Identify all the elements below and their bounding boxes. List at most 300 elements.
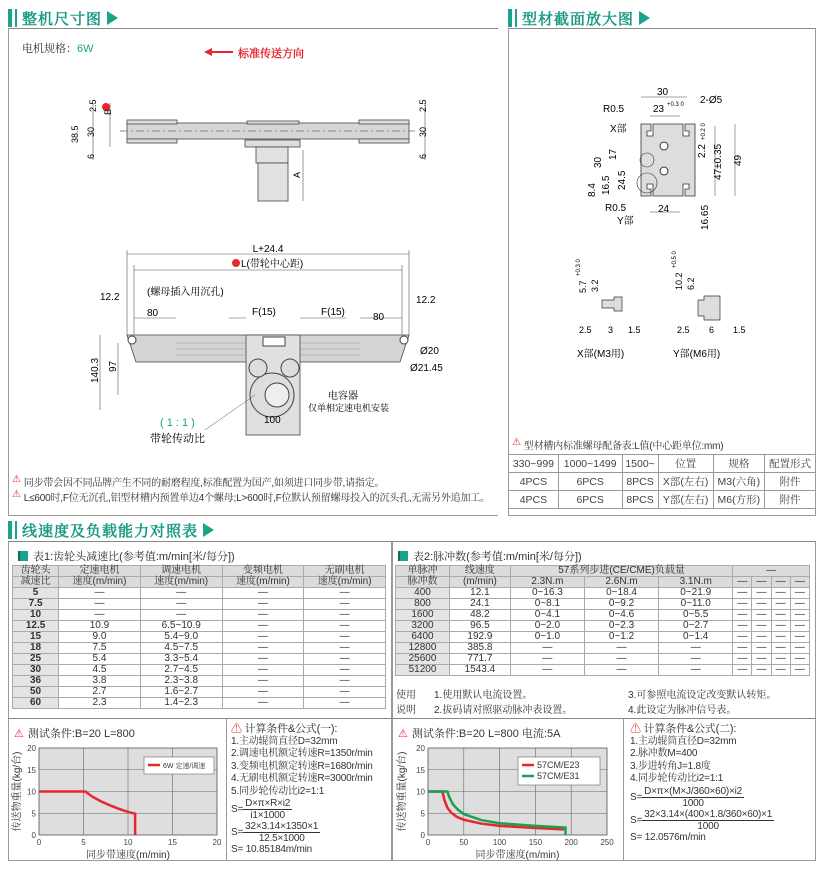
profile-drawing [505, 0, 820, 430]
usage-item: 2.拔码请对照驱动脉冲表设置。 [434, 705, 573, 716]
dim-text: 140.3 [90, 357, 101, 383]
dim-text: 2.5 [418, 99, 428, 112]
section-header-speed [8, 520, 214, 540]
table-row [13, 687, 386, 698]
cell: — [790, 610, 809, 621]
table1-title [18, 548, 235, 564]
cell: 6.5~10.9 [140, 621, 222, 632]
cell: 9.0 [59, 632, 141, 643]
chart-title: 测试条件:B=20 L=800 电流:5A [411, 728, 561, 740]
dim-text: 12.2 [100, 292, 120, 303]
dim-text: (螺母插入用沉孔) [147, 287, 224, 298]
dim-text: F(15) [252, 307, 276, 318]
y-tick-label: 10 [416, 787, 425, 797]
y-tick-label: 10 [27, 787, 36, 797]
motor-label: 电机规格： [22, 43, 77, 55]
cell: 57系列步进(CE/CME)负载量 [510, 566, 732, 577]
cell: 速度(m/min) [140, 577, 222, 588]
cell: 2.3 [59, 698, 141, 709]
dim-text: 2.2 [697, 144, 708, 158]
cell: 400 [396, 588, 450, 599]
table-row [13, 621, 386, 632]
warning-icon: ⚠ [398, 727, 408, 740]
dim-text: Ø21.45 [410, 363, 443, 374]
y-axis-label: 传送物重量(kg/台) [12, 751, 23, 832]
cell: — [771, 665, 790, 676]
table-row [13, 610, 386, 621]
book-icon [398, 551, 408, 561]
cell: — [790, 621, 809, 632]
cell: — [733, 566, 810, 577]
table-row [396, 621, 810, 632]
cell: 0~16.3 [510, 588, 584, 599]
dim-text: A [292, 171, 302, 178]
formula-line: 3.变频电机额定转速R=1680r/min [231, 760, 373, 772]
numerator: 32×3.14×(400×1.8/360×60)×1 [644, 808, 773, 820]
formula2 [630, 723, 814, 844]
cell: 48.2 [450, 610, 511, 621]
chart-title: 测试条件:B=20 L=800 [27, 728, 135, 740]
dim-text: 1.5 [733, 325, 746, 335]
cell: — [222, 687, 304, 698]
cell: 36 [13, 676, 59, 687]
cell: 3200 [396, 621, 450, 632]
cell: 位置 [658, 455, 713, 473]
cell: 0~2.7 [659, 621, 733, 632]
chart2 [393, 740, 623, 860]
table-row [509, 473, 816, 491]
dim-text: 3 [608, 325, 614, 335]
cell: — [222, 676, 304, 687]
cell: 330~999 [509, 455, 559, 473]
numerator: D×π×R×i2 [245, 798, 291, 809]
cell: 线速度 [450, 566, 511, 577]
cell: 6PCS [558, 491, 622, 509]
cell: 规格 [713, 455, 765, 473]
cell: — [304, 610, 386, 621]
table-row [13, 599, 386, 610]
y-detail-label: Y部(M6用) [673, 349, 721, 360]
cell: 10.9 [59, 621, 141, 632]
note-text: 同步带会因不同品牌产生不同的耐磨程度,标准配置为国产,如须进口同步带,请指定。 [23, 478, 385, 489]
cell: 4.5~7.5 [140, 643, 222, 654]
cell: — [222, 643, 304, 654]
x-tick-label: 10 [123, 838, 133, 847]
cell: 8PCS [622, 491, 658, 509]
section-title: 型材截面放大图 [522, 10, 635, 28]
cell: 1543.4 [450, 665, 511, 676]
table-row [396, 665, 810, 676]
cell: 12800 [396, 643, 450, 654]
cell: 3.8 [59, 676, 141, 687]
dim-text: Y部 [617, 216, 634, 227]
cell: — [771, 654, 790, 665]
y-tick-label: 20 [416, 744, 425, 753]
dim-text: 30 [593, 156, 604, 168]
table-row [396, 610, 810, 621]
dim-text: +0.2 0 [701, 123, 707, 140]
cell: — [752, 665, 771, 676]
cell: 771.7 [450, 654, 511, 665]
cell: — [222, 654, 304, 665]
cell: M3(六角) [713, 473, 765, 491]
cell: — [59, 588, 141, 599]
dim-text: 6 [86, 153, 96, 159]
table-row [396, 632, 810, 643]
table-header-row [396, 566, 810, 577]
table1 [12, 565, 386, 709]
dim-text: 24.5 [617, 170, 628, 190]
cell: — [771, 599, 790, 610]
cell: — [752, 621, 771, 632]
cell: 0~9.2 [584, 599, 658, 610]
cell: 0~1.0 [510, 632, 584, 643]
dim-text: R0.5 [605, 203, 627, 214]
formula1 [231, 723, 391, 857]
cell: 1600 [396, 610, 450, 621]
section-title: 线速度及负载能力对照表 [22, 522, 199, 540]
cell: — [222, 665, 304, 676]
dim-text: 100 [264, 415, 281, 426]
table-row [396, 643, 810, 654]
cell: 0~1.2 [584, 632, 658, 643]
x-tick-label: 150 [528, 838, 543, 847]
cell: — [733, 643, 752, 654]
table-row [396, 599, 810, 610]
cell: 无刷电机 [304, 566, 386, 577]
cell: 5.4 [59, 654, 141, 665]
dim-text: 2.5 [579, 325, 592, 335]
cell: — [790, 665, 809, 676]
cell: 5.4~9.0 [140, 632, 222, 643]
dim-text: 97 [108, 360, 119, 372]
dim-text: 30 [86, 126, 96, 137]
cell: 0~18.4 [584, 588, 658, 599]
cell: 12.5 [13, 621, 59, 632]
cell: 96.5 [450, 621, 511, 632]
direction-arrow-icon [204, 48, 233, 56]
cell: 定速电机 [59, 566, 141, 577]
dim-text: 16.65 [700, 204, 711, 230]
marker-3-icon [232, 259, 240, 267]
capacitor-label: 电容器 [328, 391, 358, 402]
cell: 附件 [765, 491, 816, 509]
x-tick-label: 15 [168, 838, 177, 847]
dim-text: 6 [709, 325, 715, 335]
formula-line: 4.无刷电机额定转速R=3000r/min [231, 773, 373, 784]
cell: 1.6~2.7 [140, 687, 222, 698]
x-tick-label: 5 [81, 838, 86, 847]
cell: 1000~1499 [558, 455, 622, 473]
cell: — [733, 599, 752, 610]
cell: 调速电机 [140, 566, 222, 577]
cell: 800 [396, 599, 450, 610]
chart1 [8, 740, 226, 860]
denominator: 1000 [697, 820, 719, 832]
note-text: L≤600时,F位无沉孔,铝型材槽内预置单边4个螺母;L>600时,F位默认预留螺母投入的沉头孔,无需另外追加工。 [23, 493, 490, 504]
cell: (m/min) [450, 577, 511, 588]
book-icon [18, 551, 28, 561]
legend-label: 57CM/E31 [537, 771, 580, 781]
x-tick-label: 200 [564, 838, 578, 847]
cell: 50 [13, 687, 59, 698]
x-axis-label: 同步带速度(m/min) [86, 850, 170, 860]
legend-label: 57CM/E23 [537, 760, 580, 770]
cell: Y部(左右) [658, 491, 713, 509]
cell: — [304, 654, 386, 665]
dim-text: 5.7 [578, 280, 588, 293]
cell: — [510, 643, 584, 654]
table-row [13, 665, 386, 676]
y-tick-label: 15 [416, 765, 425, 775]
y-tick-label: 0 [31, 831, 36, 840]
cell: 3.1N.m [659, 577, 733, 588]
cell: — [222, 698, 304, 709]
table-row [13, 698, 386, 709]
x-tick-label: 0 [36, 838, 42, 847]
motor-value: 6W [77, 43, 94, 55]
cell: 24.1 [450, 599, 511, 610]
usage-item: 4.此设定为脉冲信号表。 [628, 705, 737, 716]
cell: — [790, 643, 809, 654]
cell: — [59, 599, 141, 610]
cell: — [771, 621, 790, 632]
warning-icon: ⚠ [630, 723, 641, 735]
dim-text: 47±0.35 [713, 143, 724, 180]
cell: — [733, 665, 752, 676]
table-row [13, 588, 386, 599]
y-tick-label: 20 [27, 744, 36, 753]
cell: — [510, 654, 584, 665]
cell: — [733, 621, 752, 632]
arrow-icon [203, 523, 214, 537]
cell: 速度(m/min) [222, 577, 304, 588]
formula-result: S= 10.85184m/min [231, 844, 313, 855]
cell: 12.1 [450, 588, 511, 599]
x-tick-label: 50 [459, 838, 469, 847]
cell: 变频电机 [222, 566, 304, 577]
cell: — [733, 654, 752, 665]
cell: — [752, 643, 771, 654]
table-row [13, 643, 386, 654]
y-tick-label: 5 [420, 809, 425, 819]
cell: 0~2.0 [510, 621, 584, 632]
warning-icon: ⚠ [14, 727, 24, 740]
numerator: D×π×(M×J/360×60)×i2 [644, 785, 743, 797]
cell: 4PCS [509, 491, 559, 509]
cell: — [659, 654, 733, 665]
dim-text: B [103, 108, 113, 115]
cell: — [752, 577, 771, 588]
formula-line: 1.主动辊筒直径D=32mm [231, 735, 338, 747]
cell: — [584, 654, 658, 665]
formula-line: 3.步进转角J=1.8度 [630, 760, 711, 772]
y-tick-label: 0 [420, 831, 425, 840]
cell: 单脉冲 [396, 566, 450, 577]
overall-drawing [0, 0, 500, 470]
cell: — [790, 588, 809, 599]
cell: 2.6N.m [584, 577, 658, 588]
cell: 减速比 [13, 577, 59, 588]
dim-text: 38.5 [70, 125, 80, 143]
direction-label: 标准传送方向 [238, 48, 304, 60]
cell: 6PCS [558, 473, 622, 491]
chart2-title [398, 725, 560, 741]
x-axis-label: 同步带速度(m/min) [475, 850, 560, 860]
dim-text: 30 [657, 87, 669, 98]
cell: — [304, 698, 386, 709]
cell: 齿轮头 [13, 566, 59, 577]
dim-text: 16.5 [601, 175, 612, 195]
cell: 18 [13, 643, 59, 654]
nut-table [508, 454, 816, 509]
cell: — [304, 643, 386, 654]
cell: — [733, 610, 752, 621]
cell: 脉冲数 [396, 577, 450, 588]
warning-icon: ⚠ [12, 474, 21, 485]
cell: 15 [13, 632, 59, 643]
dim-text: 24 [658, 204, 670, 215]
cell: — [140, 599, 222, 610]
cell: 2.7~4.5 [140, 665, 222, 676]
table1-title-text: 表1:齿轮头减速比(参考值:m/min[米/每分]) [33, 551, 235, 563]
table-header-row [13, 566, 386, 577]
table-row [13, 676, 386, 687]
table2 [395, 565, 810, 676]
dim-text: 6 [418, 153, 428, 159]
cell: — [752, 599, 771, 610]
dim-text: 8.4 [587, 183, 598, 197]
usage-label: 使用 [396, 690, 416, 701]
cell: 8PCS [622, 473, 658, 491]
cell: — [222, 610, 304, 621]
formula-s: S= [231, 827, 244, 839]
cell: 4.5 [59, 665, 141, 676]
table-row [396, 654, 810, 665]
formula-title: 计算条件&公式(二): [643, 723, 737, 735]
cell: 0~11.0 [659, 599, 733, 610]
usage-label: 说明 [396, 705, 416, 716]
cell: 0~4.1 [510, 610, 584, 621]
table-row [396, 588, 810, 599]
cell: 10 [13, 610, 59, 621]
cell: — [790, 599, 809, 610]
table-header-row [509, 455, 816, 473]
cell: 3.3~5.4 [140, 654, 222, 665]
cell: 1.4~2.3 [140, 698, 222, 709]
cell: — [771, 643, 790, 654]
legend-label: 6W 定速/调速 [163, 763, 206, 770]
x-tick-label: 0 [425, 838, 431, 847]
denominator: 12.5×1000 [258, 833, 305, 844]
warning-icon: ⚠ [512, 437, 521, 448]
cell: 25600 [396, 654, 450, 665]
dim-text: Ø20 [420, 346, 439, 357]
denominator: 1000 [682, 797, 704, 809]
dim-text: 3.2 [590, 279, 600, 292]
numerator: 32×3.14×1350×1 [245, 821, 319, 832]
table-row [13, 632, 386, 643]
formula-line: 5.同步轮传动比i2=1:1 [231, 785, 325, 797]
table2-title [398, 548, 582, 564]
cell: — [304, 599, 386, 610]
cell: — [510, 665, 584, 676]
cell: — [733, 577, 752, 588]
formula-title: 计算条件&公式(一): [244, 723, 338, 735]
cell: 2.3~3.8 [140, 676, 222, 687]
cell: — [304, 665, 386, 676]
y-tick-label: 5 [31, 809, 36, 819]
cell: — [222, 588, 304, 599]
y-axis-label: 传送物重量(kg/台) [397, 751, 408, 832]
cell: — [584, 665, 658, 676]
cell: 2.3N.m [510, 577, 584, 588]
cell: — [222, 599, 304, 610]
cell: — [771, 632, 790, 643]
formula-line: 2.脉冲数M=400 [630, 748, 698, 759]
formula-s: S= [630, 791, 643, 803]
cell: X部(左右) [658, 473, 713, 491]
usage-item: 3.可参照电流设定改变默认转矩。 [628, 690, 777, 701]
warning-icon: ⚠ [12, 489, 21, 500]
cell: 0~4.6 [584, 610, 658, 621]
table-header-row [396, 577, 810, 588]
dim-text: X部 [610, 124, 627, 135]
dim-text: 6.2 [686, 277, 696, 290]
dim-text: 10.2 [674, 272, 684, 290]
cell: — [771, 588, 790, 599]
cell: — [140, 610, 222, 621]
formula-line: 2.调速电机额定转速R=1350r/min [231, 748, 373, 759]
dim-text: +0.3 0 [576, 259, 582, 276]
cell: — [304, 588, 386, 599]
dim-text: 12.2 [416, 295, 436, 306]
chart1-title [14, 725, 135, 741]
cell: 6400 [396, 632, 450, 643]
cell: 60 [13, 698, 59, 709]
cell: — [304, 676, 386, 687]
table-row [509, 491, 816, 509]
dim-text: 80 [147, 308, 159, 319]
cell: — [222, 621, 304, 632]
dim-text: 17 [608, 148, 619, 160]
dim-text: L+24.4 [252, 244, 284, 255]
cell: — [659, 643, 733, 654]
cell: 385.8 [450, 643, 511, 654]
dim-text: +0.5 0 [672, 251, 678, 268]
cell: — [304, 632, 386, 643]
nut-table-title-text: 型材槽内标准螺母配备表:L值(中心距单位:mm) [523, 441, 724, 452]
usage-item: 1.使用默认电流设置。 [434, 690, 533, 701]
cell: — [752, 588, 771, 599]
cell: — [140, 588, 222, 599]
cell: 1500~ [622, 455, 658, 473]
x-detail-label: X部(M3用) [577, 349, 625, 360]
formula-line: 1.主动辊筒直径D=32mm [630, 735, 737, 747]
cell: 30 [13, 665, 59, 676]
ratio-value: ( 1 : 1 ) [160, 417, 195, 429]
y-tick-label: 15 [27, 765, 36, 775]
dim-text: 23 [653, 104, 665, 115]
cell: — [733, 588, 752, 599]
cell: 51200 [396, 665, 450, 676]
nut-table-title [512, 437, 723, 452]
cell: — [752, 610, 771, 621]
cell: 0~8.1 [510, 599, 584, 610]
cell: — [771, 577, 790, 588]
table-row [13, 654, 386, 665]
dim-text: 30 [418, 126, 428, 137]
